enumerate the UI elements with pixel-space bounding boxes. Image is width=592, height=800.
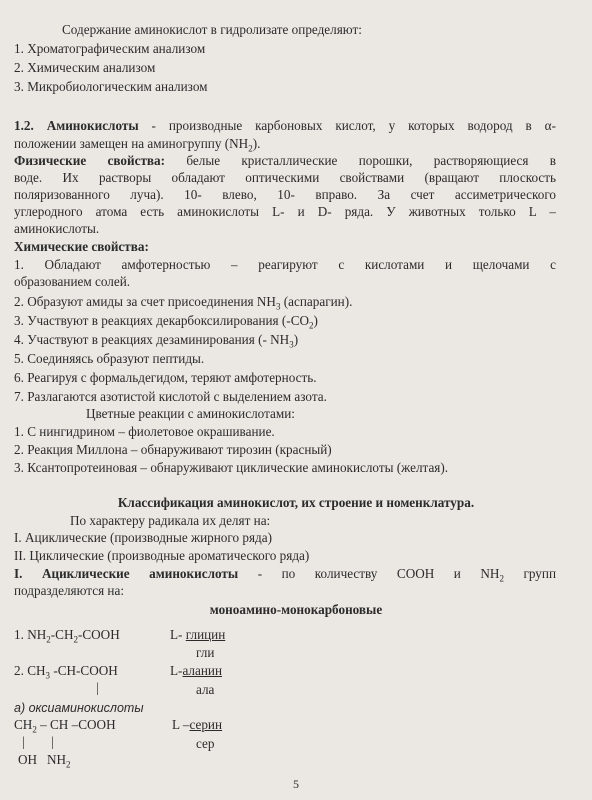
serine-formula: $CH_2$ – CH –COOH: [14, 717, 116, 735]
glycine-name: L- глицин: [170, 627, 226, 642]
oxyamino-label: а) оксиаминокислоты: [14, 701, 144, 715]
chemical-property-item: образованием солей.: [14, 274, 131, 289]
color-reactions-heading: Цветные реакции с аминокислотами:: [86, 406, 295, 421]
section-title: 1.2. Аминокислоты: [14, 118, 139, 133]
acyclic-line: I. Ациклические аминокислоты - по количеству СООН и $NH_2$ групп: [14, 566, 557, 584]
physical-properties-line: аминокислоты.: [14, 221, 100, 236]
serine-bonds: | |: [22, 734, 54, 749]
chemical-property-item: 2. Образуют амиды за счет присоединения $NH_3$ (аспарагин).: [14, 294, 353, 312]
color-reaction-item: 1. С нингидрином – фиолетовое окрашивание.: [14, 424, 275, 439]
acyclic-label: I. Ациклические аминокислоты: [14, 566, 239, 581]
page-number: 5: [293, 777, 299, 791]
chemical-property-item: 6. Реагируя с формальдегидом, теряют амфотерность.: [14, 370, 317, 385]
subheading: моноамино-монокарбоновые: [209, 602, 383, 617]
method-item: 3. Микробиологическим анализом: [14, 79, 208, 94]
color-reaction-item: 3. Ксантопротеиновая – обнаруживают циклические аминокислоты (желтая).: [14, 460, 449, 475]
physical-properties-line: Физические свойства: белые кристаллические порошки, растворяющиеся в: [14, 153, 556, 168]
alanine-bond: |: [96, 680, 99, 695]
physical-properties-line: воде. Их растворы обладают оптическими свойствами (вращают плоскость: [14, 170, 556, 185]
chemical-property-item: 3. Участвуют в реакциях декарбоксилирования $(-CO_2)$: [14, 313, 318, 331]
serine-abbr: сер: [196, 736, 215, 751]
method-item: 1. Хроматографическим анализом: [14, 41, 206, 56]
classification-type: II. Циклические (производные ароматического ряда): [14, 548, 310, 563]
classification-intro: По характеру радикала их делят на:: [70, 513, 271, 528]
chemical-property-item: 1. Обладают амфотерностью – реагируют с кислотами и щелочами с: [14, 257, 556, 272]
glycine-abbr: гли: [196, 645, 215, 660]
alanine-abbr: ала: [196, 682, 215, 697]
chemical-property-item: 4. Участвуют в реакциях дезаминирования (- $NH_3$): [14, 332, 299, 350]
physical-properties-line: углеродного атома есть аминокислоты L- и D- ряда. У животных только L –: [14, 204, 556, 219]
classification-type: I. Ациклические (производные жирного ряда): [14, 530, 272, 545]
definition-line: положении замещен на аминогруппу $(NH_2)$.: [14, 136, 261, 154]
physical-properties-line: поляризованного луча). 10- влево, 10- вправо. За счет ассиметрического: [14, 187, 556, 202]
serine-name: L –серин: [172, 717, 223, 732]
alanine-formula: 2. $CH_3$ -CH-COOH: [14, 663, 118, 681]
classification-title: Классификация аминокислот, их строение и номенклатура.: [117, 495, 475, 510]
physical-properties-label: Физические свойства:: [14, 153, 166, 168]
alanine-name: L-аланин: [170, 663, 223, 678]
chemical-properties-label: Химические свойства:: [14, 239, 149, 254]
chemical-property-item: 5. Соединяясь образуют пептиды.: [14, 351, 205, 366]
method-item: 2. Химическим анализом: [14, 60, 156, 75]
serine-groups: OH $NH_2$: [18, 752, 71, 770]
acyclic-line: подразделяются на:: [14, 583, 125, 598]
definition-line: 1.2. Аминокислоты - производные карбоновых кислот, у которых водород в α-: [14, 118, 556, 133]
glycine-formula: 1. $NH_2-CH_2$-COOH: [14, 627, 120, 645]
chemical-property-item: 7. Разлагаются азотистой кислотой с выделением азота.: [14, 389, 327, 404]
intro-heading: Содержание аминокислот в гидролизате определяют:: [62, 22, 362, 37]
color-reaction-item: 2. Реакция Миллона – обнаруживают тирозин (красный): [14, 442, 332, 457]
